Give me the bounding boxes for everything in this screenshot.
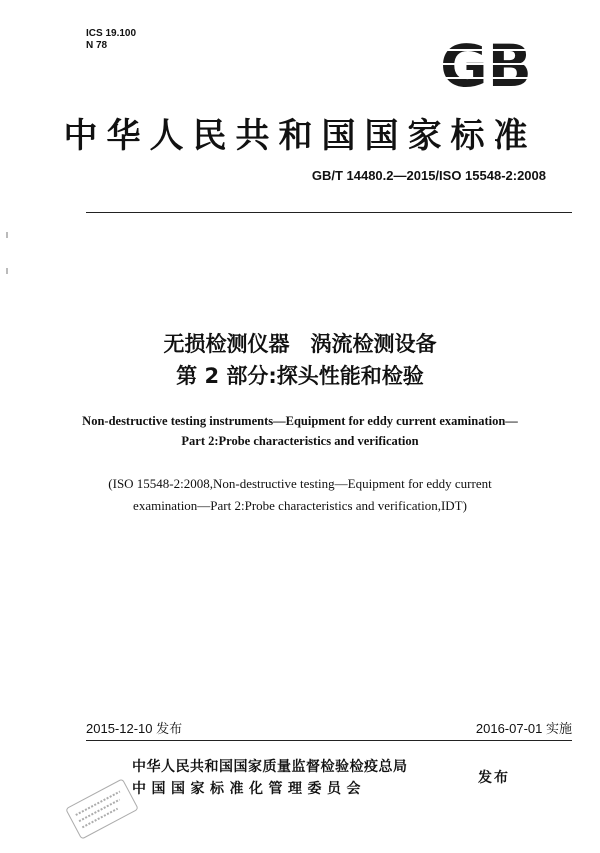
footer-divider xyxy=(86,740,572,741)
iso-reference-line-1: (ISO 15548-2:2008,Non-destructive testing—Equipment for eddy current xyxy=(108,476,492,491)
standard-number: GB/T 14480.2—2015/ISO 15548-2:2008 xyxy=(311,168,546,183)
publish-label: 发布 xyxy=(478,770,510,786)
chinese-title-line-2: 第 2 部分:探头性能和检验 xyxy=(176,364,424,388)
iso-reference-line-2: examination—Part 2:Probe characteristics and verification,IDT) xyxy=(133,498,467,513)
ics-code-block xyxy=(86,28,136,52)
gb-logo-text: GB xyxy=(440,36,532,92)
margin-mark xyxy=(6,232,8,238)
header-divider xyxy=(86,212,572,213)
watermark-stamp-icon xyxy=(64,778,140,840)
issuer-aqsiq: 中华人民共和国国家质量监督检验检疫总局 xyxy=(132,759,408,775)
issue-date: 2015-12-10 发布 xyxy=(86,721,183,736)
implementation-date: 2016-07-01 实施 xyxy=(475,721,572,736)
gb-logo xyxy=(432,36,540,92)
ccs-code: N 78 xyxy=(86,40,108,51)
chinese-title-line-1: 无损检测仪器 涡流检测设备 xyxy=(163,332,437,356)
margin-mark xyxy=(6,268,8,274)
english-title-line-2: Part 2:Probe characteristics and verification xyxy=(181,434,419,448)
issuer-sac: 中国国家标准化管理委员会 xyxy=(132,781,366,797)
national-standard-title: 中华人民共和国国家标准 xyxy=(63,116,537,156)
english-title-line-1: Non-destructive testing instruments—Equipment for eddy current examination— xyxy=(82,414,518,428)
ics-code: ICS 19.100 xyxy=(86,28,137,39)
